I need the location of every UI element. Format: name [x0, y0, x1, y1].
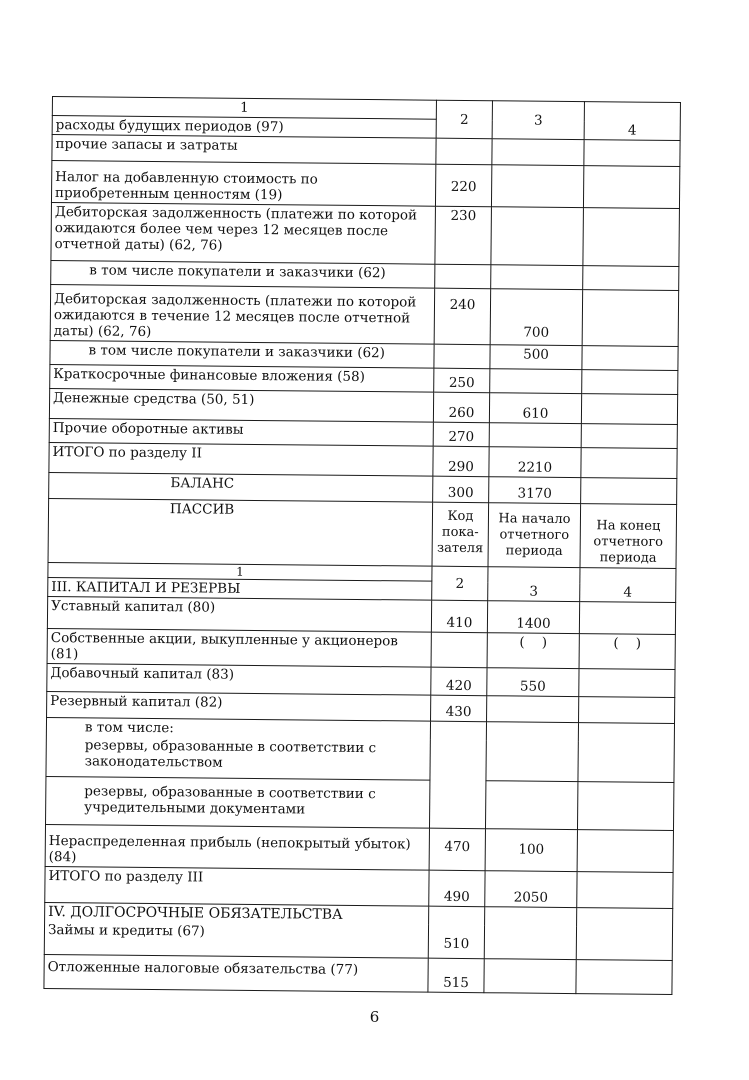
- row-code: 510: [428, 906, 485, 959]
- row-code: 290: [433, 446, 489, 477]
- row-start: [486, 722, 579, 781]
- row-code: 230: [435, 206, 492, 265]
- row-label: Краткосрочные финансовые вложения (58): [50, 364, 434, 392]
- row-start: [490, 369, 582, 394]
- row-start: 2210: [489, 447, 581, 478]
- row-start: [489, 423, 581, 448]
- row-start: [484, 959, 576, 994]
- row-start: [491, 165, 583, 208]
- table-row: [46, 776, 674, 830]
- row-end: ( ): [579, 634, 675, 670]
- row-end: [583, 166, 679, 209]
- row-start: 1400: [487, 601, 579, 634]
- row-label: Дебиторская задолженность (платежи по которой ожидаются в течение 12 месяцев после отчетной даты) (62, 76): [50, 284, 435, 344]
- row-label: расходы будущих периодов (97): [52, 116, 436, 139]
- row-label: Денежные средства (50, 51): [49, 388, 433, 422]
- row-start: ( ): [487, 633, 579, 669]
- row-label: IV. ДОЛГОСРОЧНЫЕ ОБЯЗАТЕЛЬСТВА: [45, 902, 429, 924]
- table-row: [45, 866, 673, 908]
- row-start: 550: [487, 668, 579, 697]
- row-start: 500: [490, 345, 582, 370]
- row-end: [576, 960, 672, 995]
- row-label: Отложенные налоговые обязательства (77): [44, 954, 428, 992]
- row-end: [581, 394, 677, 425]
- row-label: Нераспределенная прибыль (непокрытый убыток) (84): [45, 824, 429, 870]
- row-code: 420: [431, 667, 487, 696]
- row-code: 240: [434, 288, 491, 345]
- col-number-4: 4: [580, 568, 676, 603]
- row-label: в том числе покупатели и заказчики (62): [50, 340, 434, 368]
- table-row: [51, 161, 679, 209]
- row-label: Добавочный капитал (83): [47, 663, 431, 695]
- row-end: [579, 602, 675, 635]
- row-label: резервы, образованные в соответствии с законодательством: [46, 736, 430, 780]
- row-label: прочие запасы и затраты: [52, 135, 436, 165]
- row-code: 410: [431, 600, 487, 633]
- row-code: [431, 632, 487, 668]
- row-start: [487, 696, 579, 723]
- table-row: [45, 824, 673, 872]
- col-number-2: 2: [432, 566, 488, 601]
- row-label: Дебиторская задолженность (платежи по которой ожидаются более чем через 12 месяцев после отчетной даты) (62, 76): [51, 202, 436, 264]
- row-label: резервы, образованные в соответствии с учредительными документами: [46, 776, 430, 828]
- row-end: [582, 346, 678, 371]
- liabilities-header-row: [48, 498, 677, 568]
- row-label: ИТОГО по разделу II: [49, 442, 433, 476]
- row-end: [583, 266, 679, 291]
- row-start: [485, 780, 577, 829]
- row-end: [583, 208, 680, 267]
- row-end: [584, 140, 680, 167]
- row-end: [582, 370, 678, 395]
- row-code: 490: [429, 870, 485, 907]
- row-code: [429, 721, 486, 828]
- row-end: [579, 669, 675, 698]
- balance-table: [43, 96, 681, 995]
- col-number-3: 3: [488, 567, 580, 602]
- col-number-2: 2: [436, 100, 492, 139]
- row-label: Резервный капитал (82): [47, 691, 431, 721]
- col-number-4: 4: [584, 102, 680, 141]
- row-end: [579, 697, 675, 724]
- row-end: [577, 829, 673, 872]
- row-start: [484, 906, 576, 959]
- table-row: [50, 284, 679, 346]
- row-code: 300: [433, 476, 489, 503]
- row-start: 100: [485, 828, 577, 871]
- row-label: Займы и кредиты (67): [44, 920, 428, 958]
- row-end: [582, 290, 679, 347]
- row-start: 610: [489, 393, 581, 424]
- row-start: [492, 139, 584, 166]
- row-end: [578, 723, 675, 782]
- row-label: в том числе:: [46, 717, 430, 739]
- row-label: в том числе покупатели и заказчики (62): [51, 260, 435, 288]
- row-start: 3170: [489, 477, 581, 504]
- row-code: 220: [435, 164, 491, 207]
- row-code: 430: [431, 695, 487, 722]
- row-start: 2050: [485, 870, 577, 907]
- row-label: III. КАПИТАЛ И РЕЗЕРВЫ: [48, 577, 432, 600]
- start-period-header: На начало отчетного периода: [488, 503, 581, 568]
- row-code: 250: [434, 368, 490, 393]
- balance-sheet: [43, 96, 680, 995]
- col-number-1: 1: [52, 97, 436, 120]
- row-end: [577, 781, 673, 830]
- col-number-1: 1: [48, 562, 432, 581]
- row-code: 515: [428, 958, 484, 993]
- row-label: Налог на добавленную стоимость по приобретенным ценностям (19): [51, 161, 435, 207]
- row-label: ИТОГО по разделу III: [45, 866, 429, 906]
- page-number: 6: [369, 1008, 380, 1026]
- table-row: [51, 202, 680, 266]
- row-label: БАЛАНС: [49, 472, 433, 502]
- row-end: [581, 478, 677, 505]
- row-code: 270: [433, 422, 489, 447]
- row-code: [434, 344, 490, 369]
- code-header: Код пока-зателя: [432, 502, 489, 567]
- row-end: [577, 871, 673, 908]
- row-code: [435, 264, 491, 289]
- row-code: 260: [433, 392, 489, 423]
- row-end: [581, 448, 677, 479]
- row-label: Прочие оборотные активы: [49, 418, 433, 446]
- row-label: Собственные акции, выкупленные у акционеров (81): [47, 628, 431, 667]
- col-number-3: 3: [492, 101, 584, 140]
- row-start: [491, 207, 584, 266]
- liabilities-title: ПАССИВ: [48, 498, 433, 566]
- row-start: 700: [490, 289, 583, 346]
- row-code: 470: [429, 828, 485, 871]
- end-period-header: На конец отчетного периода: [580, 504, 677, 569]
- row-code: [436, 138, 492, 165]
- row-label: Уставный капитал (80): [47, 596, 431, 632]
- row-start: [491, 265, 583, 290]
- table-row: [47, 628, 675, 669]
- row-end: [576, 907, 672, 960]
- table-row: [44, 954, 672, 994]
- row-end: [581, 424, 677, 449]
